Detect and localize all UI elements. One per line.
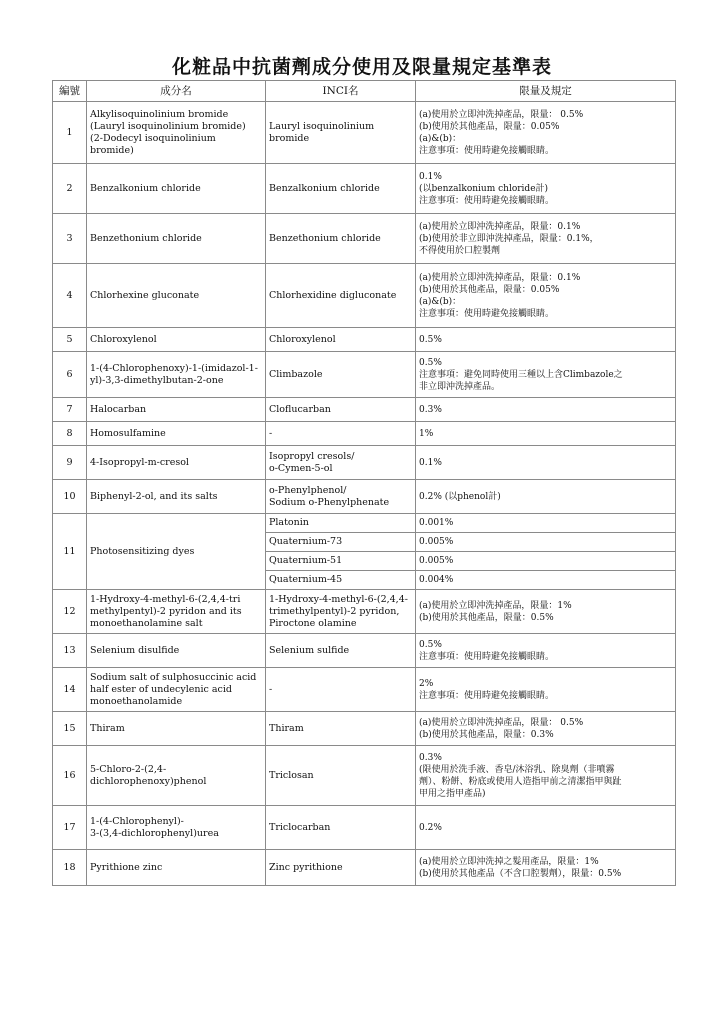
ingredient-name: Selenium disulfide (87, 634, 266, 668)
row-number: 15 (53, 712, 87, 746)
limit-and-regulation: (a)使用於立即沖洗掉產品，限量：0.1% (b)使用於非立即沖洗掉產品，限量：0.1%， 不得使用於口腔製劑 (416, 214, 676, 264)
inci-name: Platonin (266, 514, 416, 533)
inci-name: o-Phenylphenol/ Sodium o-Phenylphenate (266, 480, 416, 514)
ingredient-name: Thiram (87, 712, 266, 746)
inci-name: Quaternium-45 (266, 571, 416, 590)
limit-and-regulation: 0.005% (416, 533, 676, 552)
inci-name: Triclosan (266, 746, 416, 806)
table-row (53, 214, 676, 264)
limit-and-regulation: 1% (416, 422, 676, 446)
inci-name: - (266, 668, 416, 712)
inci-name: Chloroxylenol (266, 328, 416, 352)
row-number: 2 (53, 164, 87, 214)
table-row (53, 398, 676, 422)
row-number: 4 (53, 264, 87, 328)
row-number: 18 (53, 850, 87, 886)
inci-name: Lauryl isoquinolinium bromide (266, 102, 416, 164)
table-row (53, 102, 676, 164)
inci-name: Selenium sulfide (266, 634, 416, 668)
ingredient-name: 5-Chloro-2-(2,4- dichlorophenoxy)phenol (87, 746, 266, 806)
row-number: 6 (53, 352, 87, 398)
table-row (53, 712, 676, 746)
ingredient-name: Photosensitizing dyes (87, 514, 266, 590)
row-number: 1 (53, 102, 87, 164)
limit-and-regulation: 0.004% (416, 571, 676, 590)
row-number: 17 (53, 806, 87, 850)
row-number: 8 (53, 422, 87, 446)
ingredient-name: 4-Isopropyl-m-cresol (87, 446, 266, 480)
ingredient-name: Biphenyl-2-ol, and its salts (87, 480, 266, 514)
ingredient-name: Pyrithione zinc (87, 850, 266, 886)
ingredient-name: Halocarban (87, 398, 266, 422)
row-number: 3 (53, 214, 87, 264)
limit-and-regulation: (a)使用於立即沖洗掉產品，限量：1% (b)使用於其他產品，限量：0.5% (416, 590, 676, 634)
inci-name: Isopropyl cresols/ o-Cymen-5-ol (266, 446, 416, 480)
row-number: 13 (53, 634, 87, 668)
table-row (53, 264, 676, 328)
inci-name: Benzethonium chloride (266, 214, 416, 264)
inci-name: Chlorhexidine digluconate (266, 264, 416, 328)
limit-and-regulation: 0.001% (416, 514, 676, 533)
inci-name: Thiram (266, 712, 416, 746)
table-row (53, 446, 676, 480)
table-row (53, 634, 676, 668)
table-body (53, 102, 676, 886)
header-inci-name: INCI名 (266, 81, 416, 102)
row-number: 14 (53, 668, 87, 712)
limit-and-regulation: 0.3% (限使用於洗手液、香皂/沐浴乳、除臭劑（非噴霧 劑）、粉餅、粉底或使用人造指甲前之清潔指甲與趾 甲用之指甲產品) (416, 746, 676, 806)
limit-and-regulation: (a)使用於立即沖洗掉產品，限量： 0.5% (b)使用於其他產品，限量：0.3% (416, 712, 676, 746)
row-number: 9 (53, 446, 87, 480)
table-row (53, 328, 676, 352)
table-header-row (53, 81, 676, 102)
inci-name: 1-Hydroxy-4-methyl-6-(2,4,4- trimethylpentyl)-2 pyridon, Piroctone olamine (266, 590, 416, 634)
row-number: 7 (53, 398, 87, 422)
table-row (53, 850, 676, 886)
inci-name: Triclocarban (266, 806, 416, 850)
limit-and-regulation: 2% 注意事項：使用時避免接觸眼睛。 (416, 668, 676, 712)
table-row (53, 746, 676, 806)
ingredient-name: 1-Hydroxy-4-methyl-6-(2,4,4-tri methylpentyl)-2 pyridon and its monoethanolamine salt (87, 590, 266, 634)
limit-and-regulation: 0.5% 注意事項：使用時避免接觸眼睛。 (416, 634, 676, 668)
table-row (53, 590, 676, 634)
ingredient-name: Sodium salt of sulphosuccinic acid half ester of undecylenic acid monoethanolamide (87, 668, 266, 712)
ingredient-name: 1-(4-Chlorophenyl)- 3-(3,4-dichlorophenyl)urea (87, 806, 266, 850)
row-number: 10 (53, 480, 87, 514)
table-row (53, 352, 676, 398)
limit-and-regulation: 0.1% (以benzalkonium chloride計) 注意事項：使用時避免接觸眼睛。 (416, 164, 676, 214)
limit-and-regulation: 0.2% (416, 806, 676, 850)
inci-name: Cloflucarban (266, 398, 416, 422)
limit-and-regulation: 0.5% 注意事項：避免同時使用三種以上含Climbazole之 非立即沖洗掉產品。 (416, 352, 676, 398)
header-ingredient-name: 成分名 (87, 81, 266, 102)
regulation-table (52, 80, 676, 886)
inci-name: Zinc pyrithione (266, 850, 416, 886)
table-row (53, 480, 676, 514)
limit-and-regulation: 0.3% (416, 398, 676, 422)
limit-and-regulation: (a)使用於立即沖洗掉產品，限量： 0.5% (b)使用於其他產品，限量：0.05% (a)&(b)： 注意事項：使用時避免接觸眼睛。 (416, 102, 676, 164)
inci-name: Quaternium-73 (266, 533, 416, 552)
limit-and-regulation: (a)使用於立即沖洗掉產品，限量：0.1% (b)使用於其他產品，限量：0.05% (a)&(b)： 注意事項：使用時避免接觸眼睛。 (416, 264, 676, 328)
table-row (53, 514, 676, 533)
inci-name: Quaternium-51 (266, 552, 416, 571)
limit-and-regulation: 0.1% (416, 446, 676, 480)
table-row (53, 806, 676, 850)
ingredient-name: Benzalkonium chloride (87, 164, 266, 214)
ingredient-name: Alkylisoquinolinium bromide (Lauryl isoquinolinium bromide) (2-Dodecyl isoquinolinium bromide) (87, 102, 266, 164)
row-number: 5 (53, 328, 87, 352)
ingredient-name: Benzethonium chloride (87, 214, 266, 264)
inci-name: Benzalkonium chloride (266, 164, 416, 214)
header-number: 編號 (53, 81, 87, 102)
row-number: 16 (53, 746, 87, 806)
limit-and-regulation: 0.005% (416, 552, 676, 571)
limit-and-regulation: (a)使用於立即沖洗掉之髮用產品，限量：1% (b)使用於其他產品（不含口腔製劑），限量：0.5% (416, 850, 676, 886)
ingredient-name: 1-(4-Chlorophenoxy)-1-(imidazol-1-yl)-3,3-dimethylbutan-2-one (87, 352, 266, 398)
page-title: 化粧品中抗菌劑成分使用及限量規定基準表 (171, 56, 552, 78)
table-row (53, 668, 676, 712)
inci-name: - (266, 422, 416, 446)
row-number: 11 (53, 514, 87, 590)
table-row (53, 422, 676, 446)
inci-name: Climbazole (266, 352, 416, 398)
row-number: 12 (53, 590, 87, 634)
ingredient-name: Chloroxylenol (87, 328, 266, 352)
ingredient-name: Chlorhexine gluconate (87, 264, 266, 328)
limit-and-regulation: 0.5% (416, 328, 676, 352)
ingredient-name: Homosulfamine (87, 422, 266, 446)
table-row (53, 164, 676, 214)
header-limits: 限量及規定 (416, 81, 676, 102)
limit-and-regulation: 0.2% (以phenol計) (416, 480, 676, 514)
